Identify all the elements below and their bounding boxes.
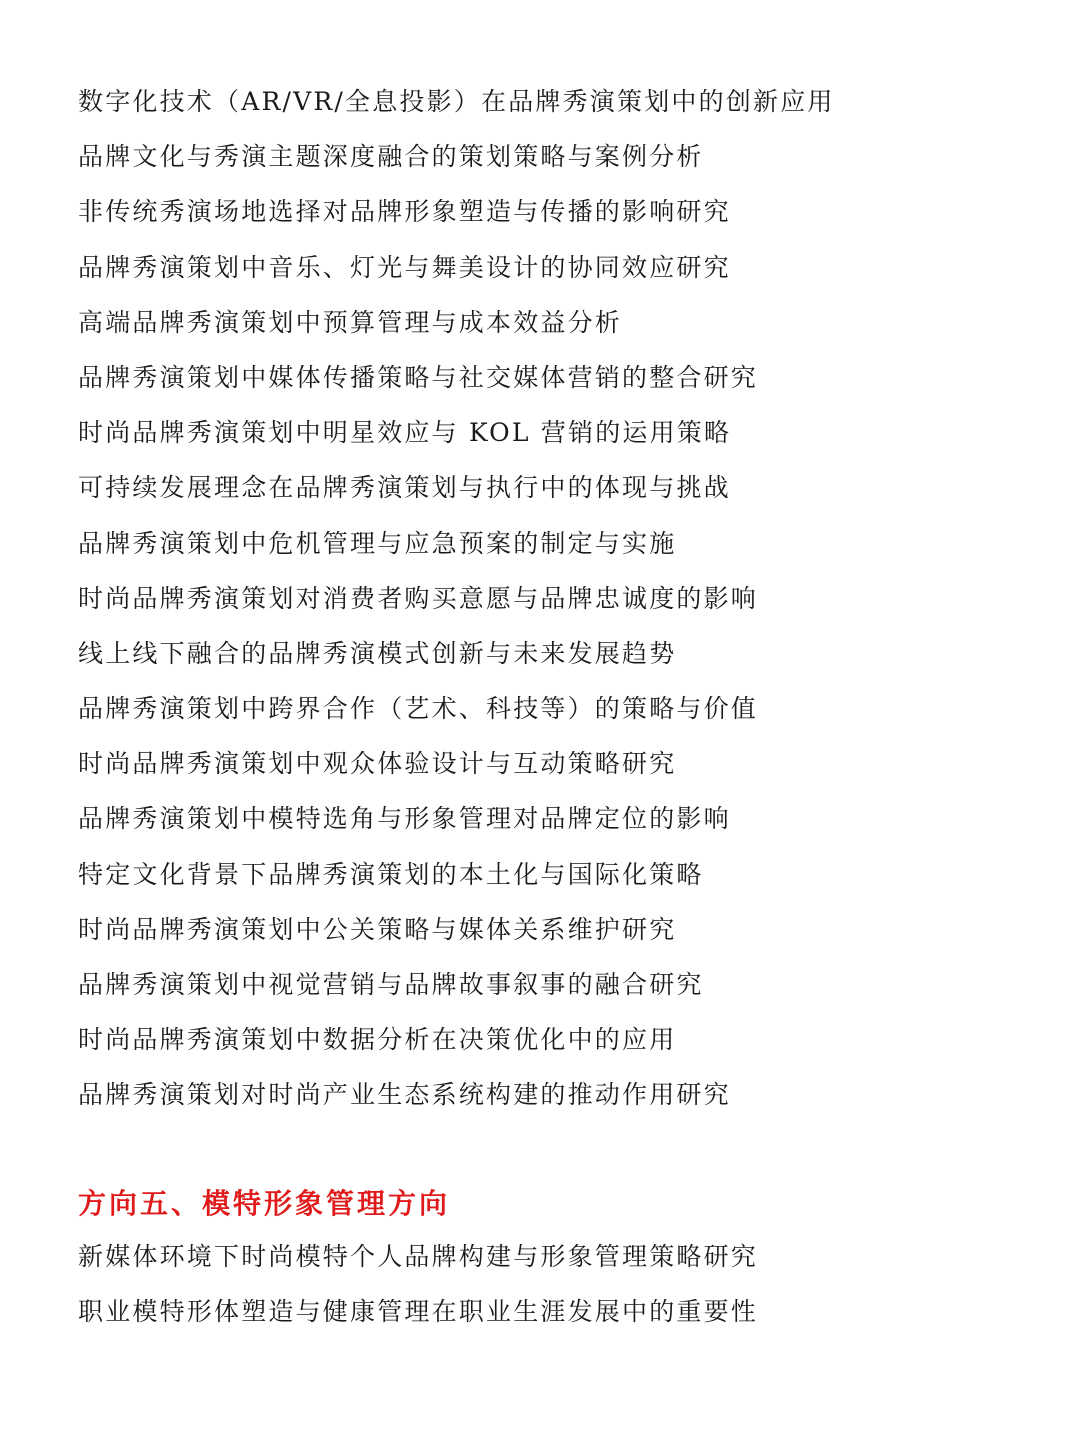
topic-item: 时尚品牌秀演策划中明星效应与 KOL 营销的运用策略 bbox=[78, 418, 732, 448]
topic-item: 品牌秀演策划对时尚产业生态系统构建的推动作用研究 bbox=[78, 1080, 731, 1110]
topic-item: 特定文化背景下品牌秀演策划的本土化与国际化策略 bbox=[78, 859, 704, 889]
section-topic-item: 新媒体环境下时尚模特个人品牌构建与形象管理策略研究 bbox=[78, 1242, 759, 1271]
topic-item: 品牌文化与秀演主题深度融合的策划策略与案例分析 bbox=[78, 142, 704, 172]
topic-item: 品牌秀演策划中媒体传播策略与社交媒体营销的整合研究 bbox=[78, 362, 759, 392]
topic-item: 品牌秀演策划中音乐、灯光与舞美设计的协同效应研究 bbox=[78, 252, 731, 282]
topic-item: 时尚品牌秀演策划中数据分析在决策优化中的应用 bbox=[78, 1025, 677, 1055]
topic-item: 品牌秀演策划中危机管理与应急预案的制定与实施 bbox=[78, 528, 677, 558]
topic-item: 线上线下融合的品牌秀演模式创新与未来发展趋势 bbox=[78, 638, 677, 668]
topic-item: 品牌秀演策划中视觉营销与品牌故事叙事的融合研究 bbox=[78, 970, 704, 999]
topic-item: 数字化技术（AR/VR/全息投影）在品牌秀演策划中的创新应用 bbox=[78, 87, 835, 116]
section-topic-item: 职业模特形体塑造与健康管理在职业生涯发展中的重要性 bbox=[78, 1297, 759, 1326]
topic-item: 品牌秀演策划中跨界合作（艺术、科技等）的策略与价值 bbox=[78, 694, 759, 724]
topic-item: 时尚品牌秀演策划中观众体验设计与互动策略研究 bbox=[78, 749, 677, 779]
topic-item: 非传统秀演场地选择对品牌形象塑造与传播的影响研究 bbox=[78, 197, 731, 227]
section-topic-list bbox=[78, 1229, 758, 1339]
topic-item: 时尚品牌秀演策划中公关策略与媒体关系维护研究 bbox=[78, 914, 677, 944]
section-heading: 方向五、模特形象管理方向 bbox=[78, 1187, 451, 1220]
topic-list bbox=[78, 74, 835, 1123]
topic-item: 高端品牌秀演策划中预算管理与成本效益分析 bbox=[78, 307, 623, 337]
topic-item: 品牌秀演策划中模特选角与形象管理对品牌定位的影响 bbox=[78, 804, 731, 834]
topic-item: 可持续发展理念在品牌秀演策划与执行中的体现与挑战 bbox=[78, 473, 731, 503]
topic-item: 时尚品牌秀演策划对消费者购买意愿与品牌忠诚度的影响 bbox=[78, 583, 759, 613]
